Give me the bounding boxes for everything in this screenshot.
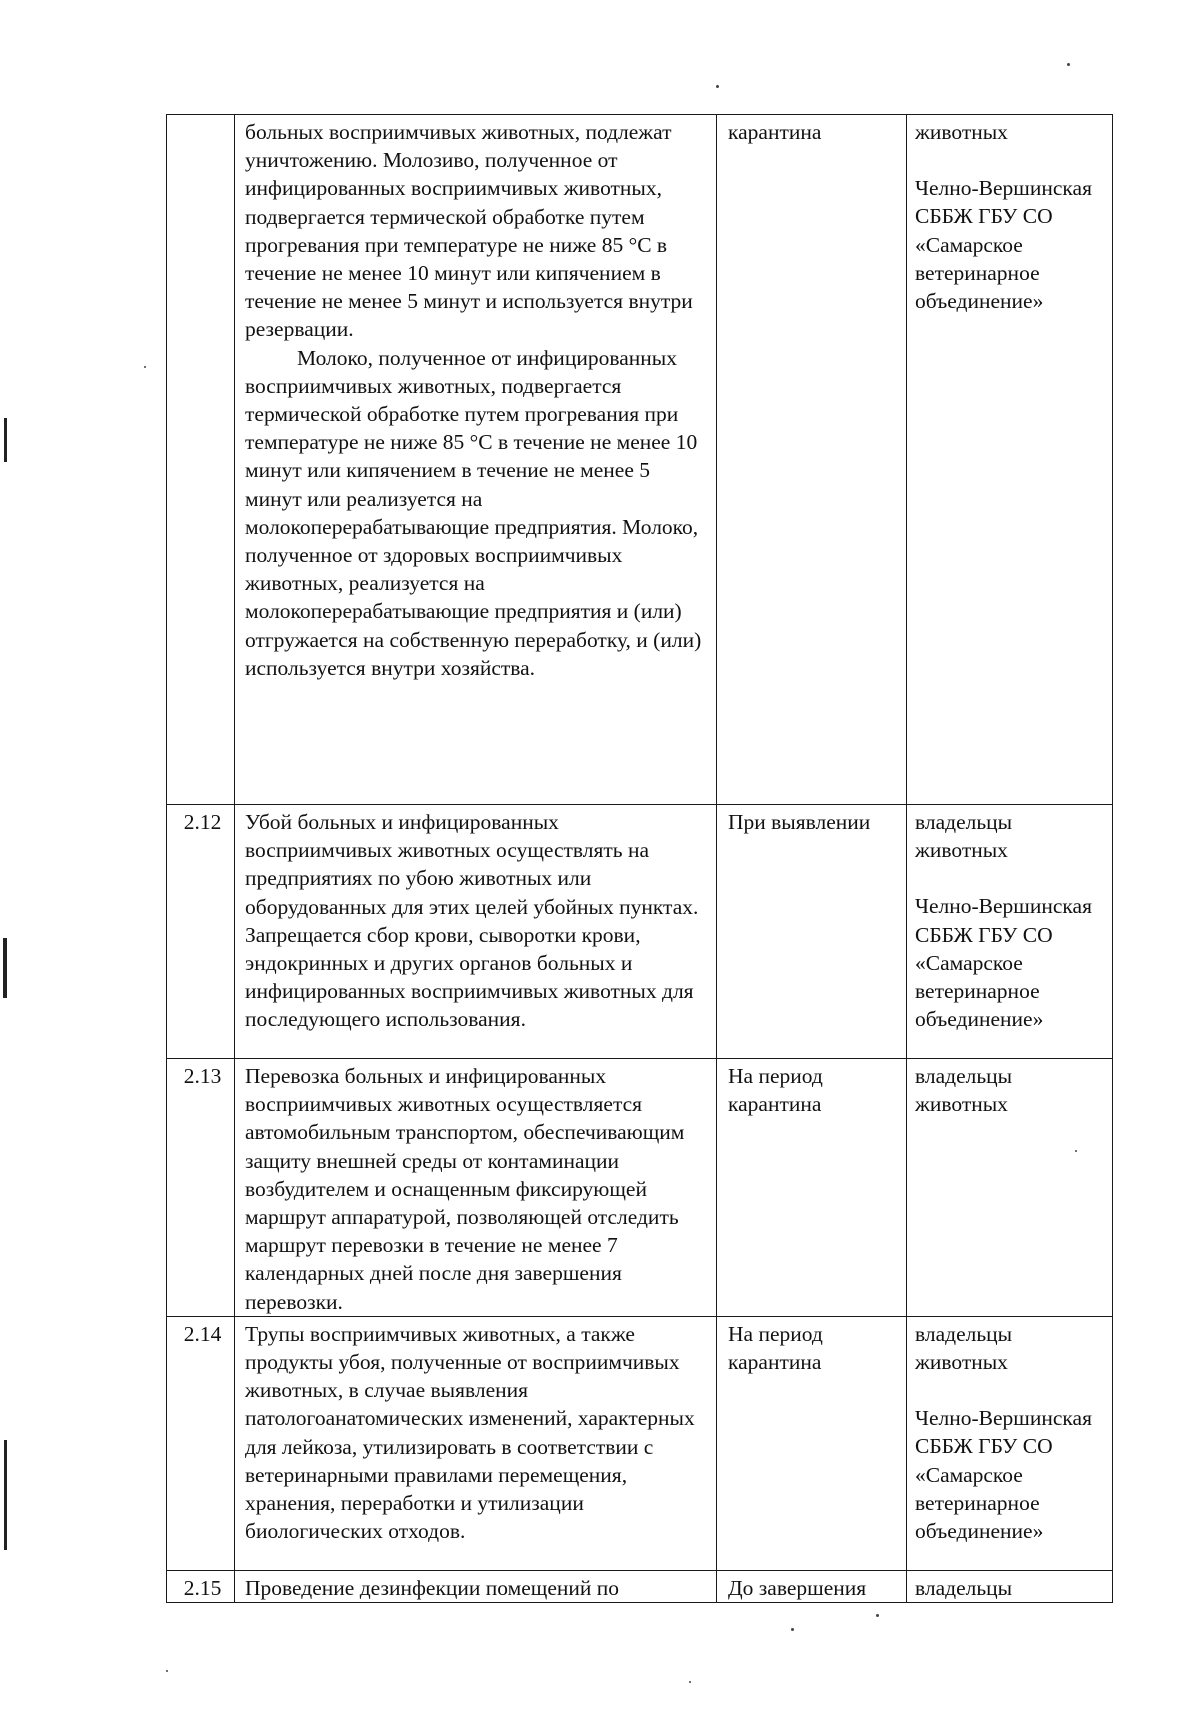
measure-text (235, 115, 717, 805)
measure-term: На период карантина (717, 1316, 907, 1570)
scan-speck (166, 1670, 168, 1672)
row-number: 2.14 (167, 1316, 235, 1570)
table-row (167, 1570, 1113, 1602)
scan-speck (791, 1628, 794, 1631)
scan-speck (1067, 63, 1070, 66)
responsible-owners: животных (915, 120, 1008, 144)
responsible-station: Челно-Вершинская СББЖ ГБУ СО «Самарское ветеринарное объединение» (915, 894, 1092, 1032)
scan-speck (144, 366, 146, 368)
scan-edge-mark (4, 418, 7, 462)
row-number: 2.12 (167, 805, 235, 1059)
scan-speck (716, 85, 719, 88)
table-row (167, 805, 1113, 1059)
measure-term: карантина (717, 115, 907, 805)
measure-text: Перевозка больных и инфицированных восприимчивых животных осуществляется автомобильным транспортом, обеспечивающим защиту внешней среды от контаминации возбудителем и оснащенным фиксирующей маршрут аппаратурой, позволяющей отследить маршрут перевозки в течение не менее 7 календарных дней после дня завершения перевозки. (235, 1059, 717, 1317)
table-row (167, 1316, 1113, 1570)
responsible-station: Челно-Вершинская СББЖ ГБУ СО «Самарское ветеринарное объединение» (915, 1406, 1092, 1544)
measure-term: До завершения (717, 1570, 907, 1602)
responsible-owners: владельцы (915, 1575, 1013, 1600)
measure-responsible (907, 805, 1113, 1059)
scan-speck (876, 1614, 879, 1617)
measure-paragraph: больных восприимчивых животных, подлежат уничтожению. Молозиво, полученное от инфицированных восприимчивых животных, подвергается термической обработке путем прогревания при температуре не ниже 85 °С в течение не менее 10 минут или кипячением в течение не менее 5 минут и используется внутри резервации. (245, 120, 693, 342)
measure-text: Убой больных и инфицированных восприимчивых животных осуществлять на предприятиях по убою животных или оборудованных для этих целей убойных пунктах. Запрещается сбор крови, сыворотки крови, эндокринных и других органов больных и инфицированных восприимчивых животных для последующего использования. (235, 805, 717, 1059)
measure-paragraph: Молоко, полученное от инфицированных восприимчивых животных, подвергается термической обработке путем прогревания при температуре не ниже 85 °С в течение не менее 10 минут или кипячением в течение не менее 5 минут или реализуется на молокоперерабатывающие предприятия. Молоко, полученное от здоровых восприимчивых животных, реализуется на молокоперерабатывающие предприятия и (или) отгружается на собственную переработку, и (или) используется внутри хозяйства. (245, 345, 702, 680)
row-number: 2.13 (167, 1059, 235, 1317)
measure-term: При выявлении (717, 805, 907, 1059)
scan-speck (689, 1681, 691, 1683)
measure-responsible (907, 115, 1113, 805)
scan-speck (1075, 1150, 1077, 1152)
table-row (167, 1059, 1113, 1317)
scan-edge-mark (4, 1440, 7, 1550)
responsible-station: Челно-Вершинская СББЖ ГБУ СО «Самарское ветеринарное объединение» (915, 176, 1092, 314)
table-row (167, 115, 1113, 805)
row-number: 2.15 (167, 1570, 235, 1602)
measure-term: На период карантина (717, 1059, 907, 1317)
responsible-owners: владельцы животных (915, 810, 1013, 863)
measure-responsible (907, 1570, 1113, 1602)
measures-table (166, 114, 1113, 1603)
responsible-owners: владельцы животных (915, 1064, 1013, 1117)
measure-text: Проведение дезинфекции помещений по (235, 1570, 717, 1602)
measure-text: Трупы восприимчивых животных, а также продукты убоя, полученные от восприимчивых животных, в случае выявления патологоанатомических изменений, характерных для лейкоза, утилизировать в соответствии с ветеринарными правилами перемещения, хранения, переработки и утилизации биологических отходов. (235, 1316, 717, 1570)
measure-responsible (907, 1059, 1113, 1317)
row-number (167, 115, 235, 805)
responsible-owners: владельцы животных (915, 1321, 1013, 1375)
measure-responsible (907, 1316, 1113, 1570)
scan-edge-mark (3, 938, 7, 998)
